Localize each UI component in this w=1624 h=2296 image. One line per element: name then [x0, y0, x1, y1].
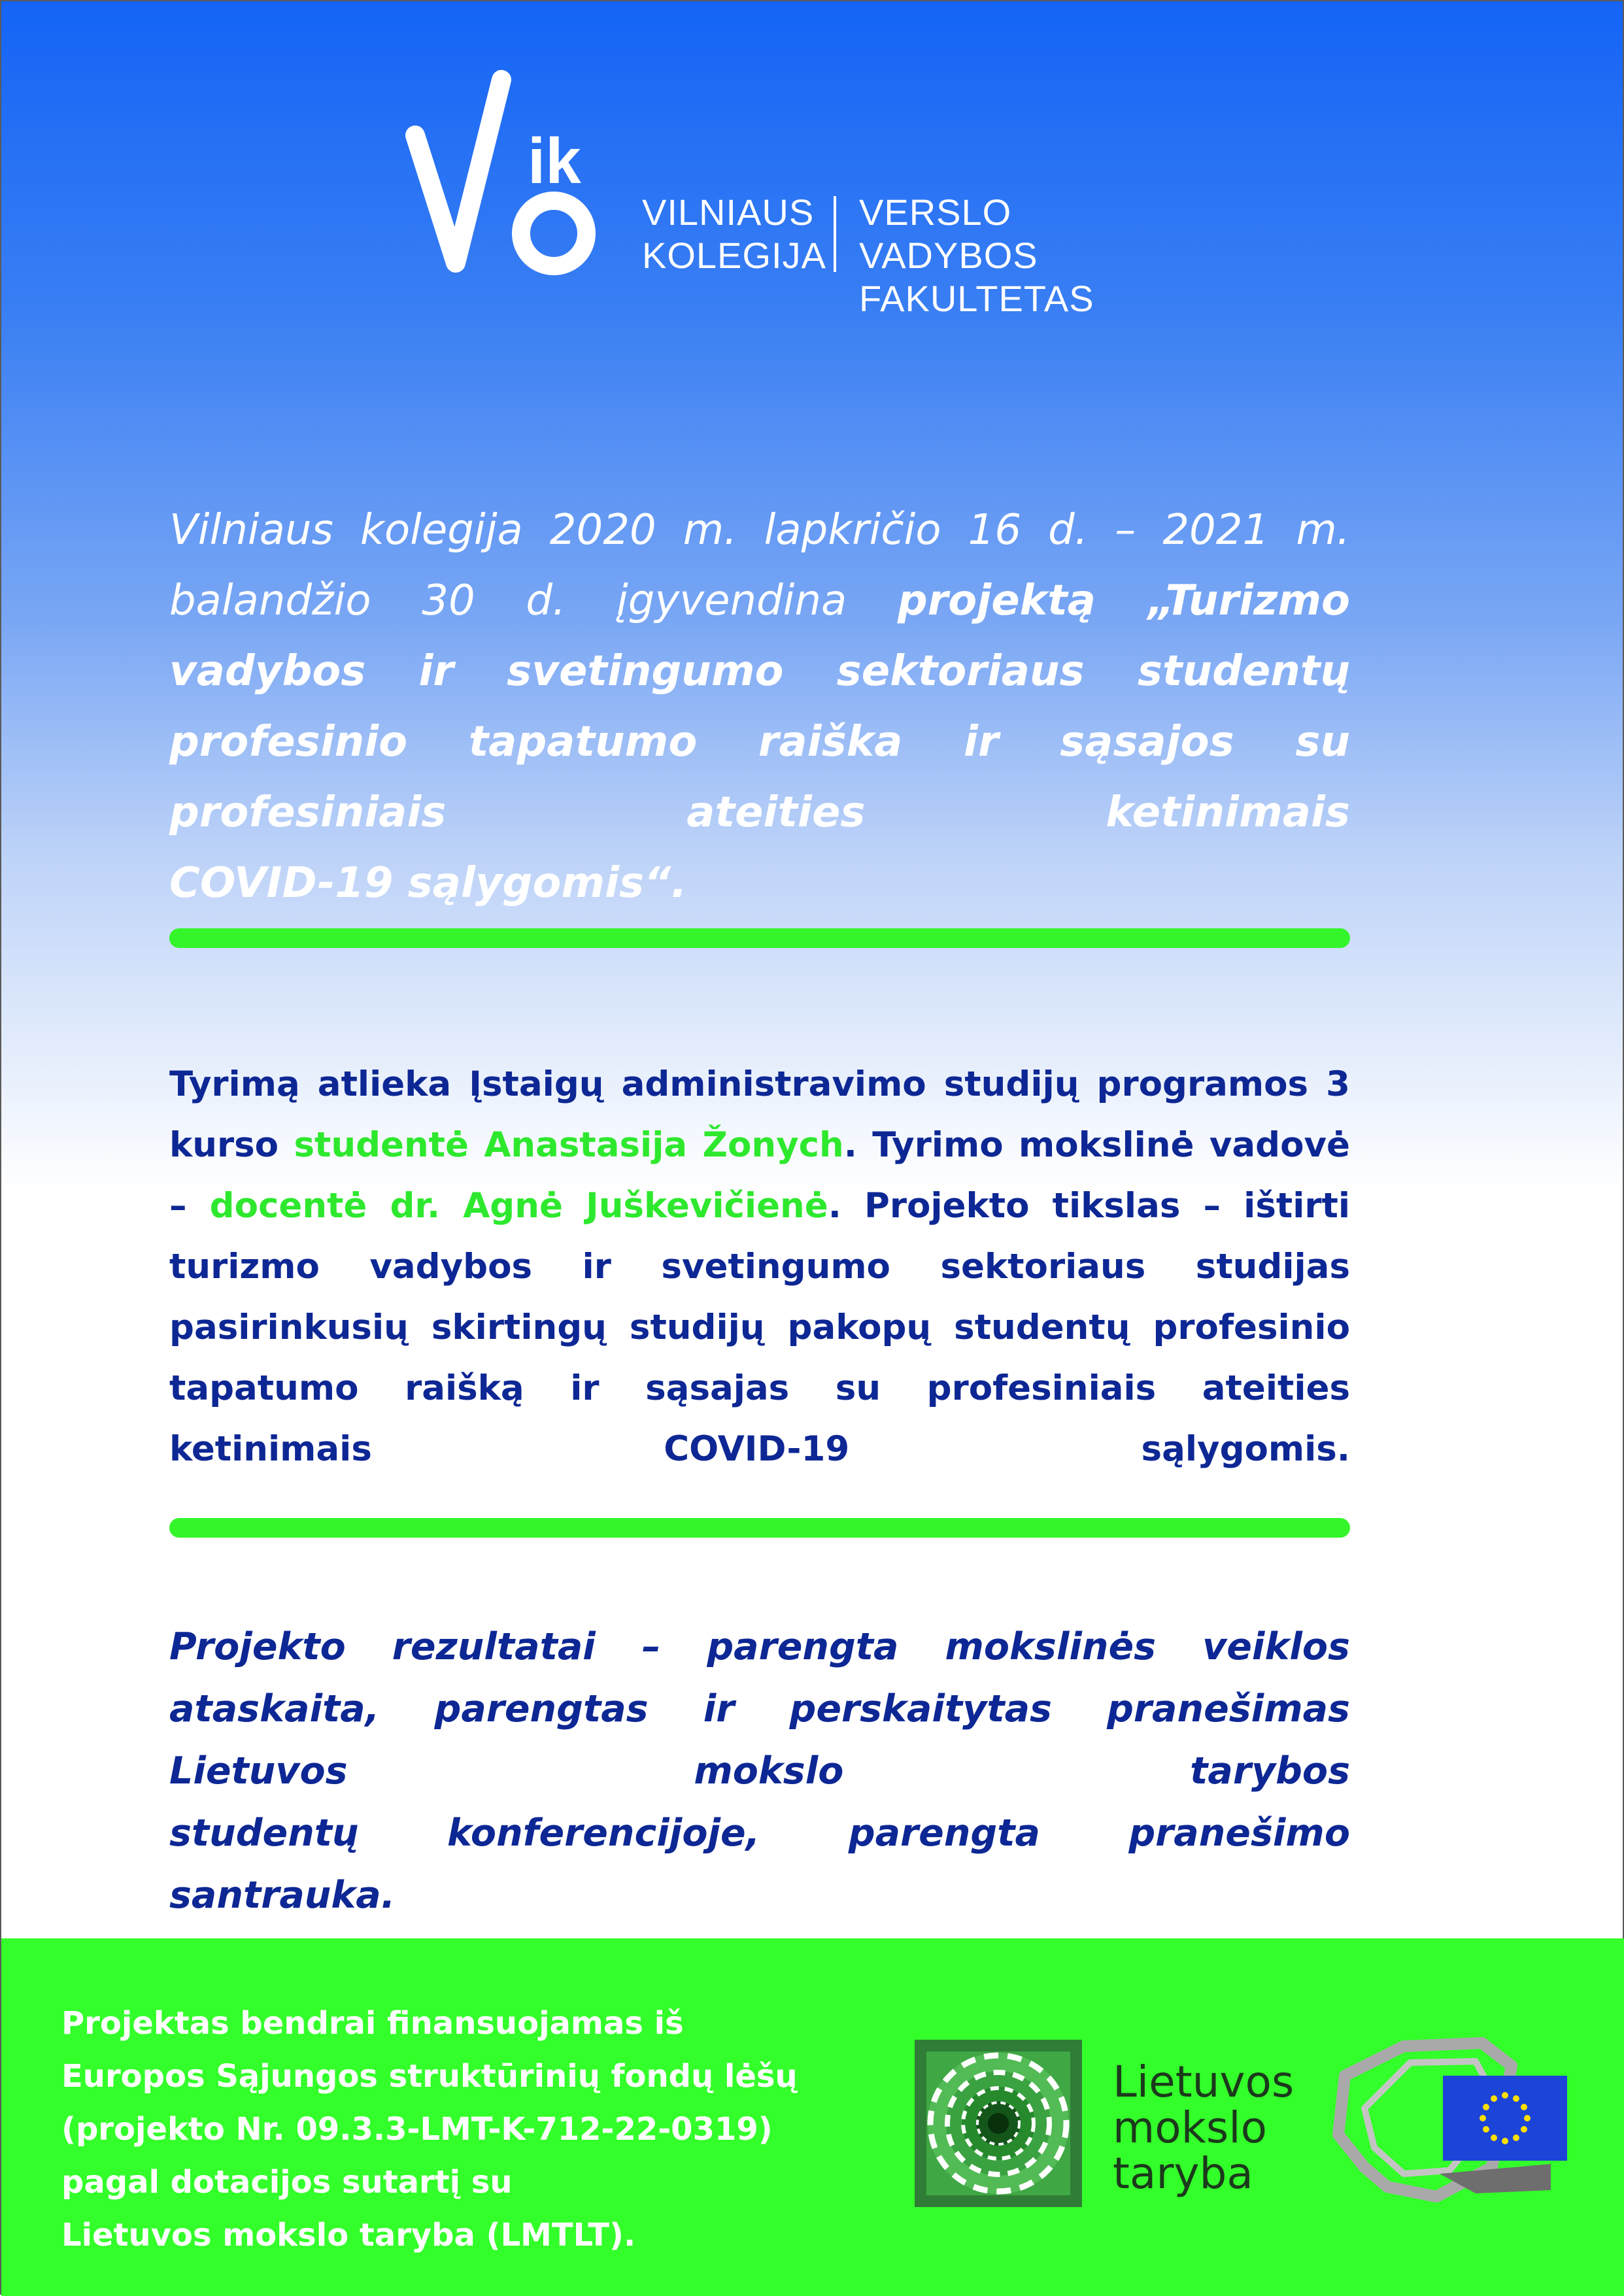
viko-logo-icon	[403, 67, 619, 282]
research-text-2: . Tyrimo mokslinė vadovė –	[169, 1125, 1350, 1226]
footer	[1, 1938, 1624, 2296]
lmt-name: Lietuvos mokslo taryba	[1113, 2057, 1294, 2199]
logo-divider	[834, 196, 836, 272]
logo-faculty-name	[859, 191, 1188, 320]
eu-funds-logo-icon	[1325, 2036, 1574, 2206]
research-text-1: Tyrimą atlieka Įstaigų administravimo studijų programos 3 kurso	[169, 1064, 1350, 1165]
project-title-end: COVID-19 sąlygomis“.	[169, 859, 687, 907]
student-name: studentė Anastasija Žonych	[294, 1125, 844, 1165]
logo-line1-left: VILNIAUS	[642, 192, 815, 233]
research-paragraph	[169, 1054, 1350, 1479]
project-title: projektą „Turizmo vadybos ir svetingumo sektoriaus studentų profesinio tapatumo raiška ir sąsajos su profesiniais ateities ketinimais	[169, 577, 1351, 837]
vilniaus-kolegija-logo	[403, 67, 1188, 319]
logo-line1-right: VERSLO VADYBOS	[859, 192, 1038, 276]
logo-ik-text: ik	[528, 125, 581, 197]
funding-statement: Projektas bendrai finansuojamas iš Europos Sąjungos struktūrinių fondų lėšų (projekto Nr. 09.3.3-LMT-K-712-22-0319) pagal dotacijos sutartį su Lietuvos mokslo taryba (LMTLT).	[61, 2005, 798, 2254]
research-text-3: . Projekto tikslas – ištirti turizmo vadybos ir svetingumo sektoriaus studijas pasirinkusių skirtingų studijų pakopų studentų profesinio tapatumo raišką ir sąsajas su profesiniais ateities ketinimais COVID-19 sąlygomis.	[169, 1186, 1351, 1469]
logo-institution-name	[642, 191, 826, 277]
results-paragraph	[169, 1616, 1350, 1927]
results-text: Projekto rezultatai – parengta mokslinės veiklos ataskaita, parengtas ir perskaitytas pranešimas Lietuvos mokslo tarybos	[169, 1625, 1350, 1793]
results-text-end: studentų konferencijoje, parengta pranešimo santrauka.	[169, 1812, 1350, 1917]
lmt-logo-icon	[915, 2040, 1082, 2207]
project-intro-paragraph	[169, 495, 1350, 919]
supervisor-name: docentė dr. Agnė Juškevičienė	[209, 1186, 828, 1226]
green-divider-1	[169, 928, 1350, 948]
intro-text: Vilniaus kolegija 2020 m. lapkričio 16 d. – 2021 m. balandžio 30 d. įgyvendina	[169, 506, 1350, 625]
logo-line2-right: FAKULTETAS	[859, 278, 1094, 319]
logo-line2-left: KOLEGIJA	[642, 235, 826, 276]
green-divider-2	[169, 1518, 1350, 1538]
